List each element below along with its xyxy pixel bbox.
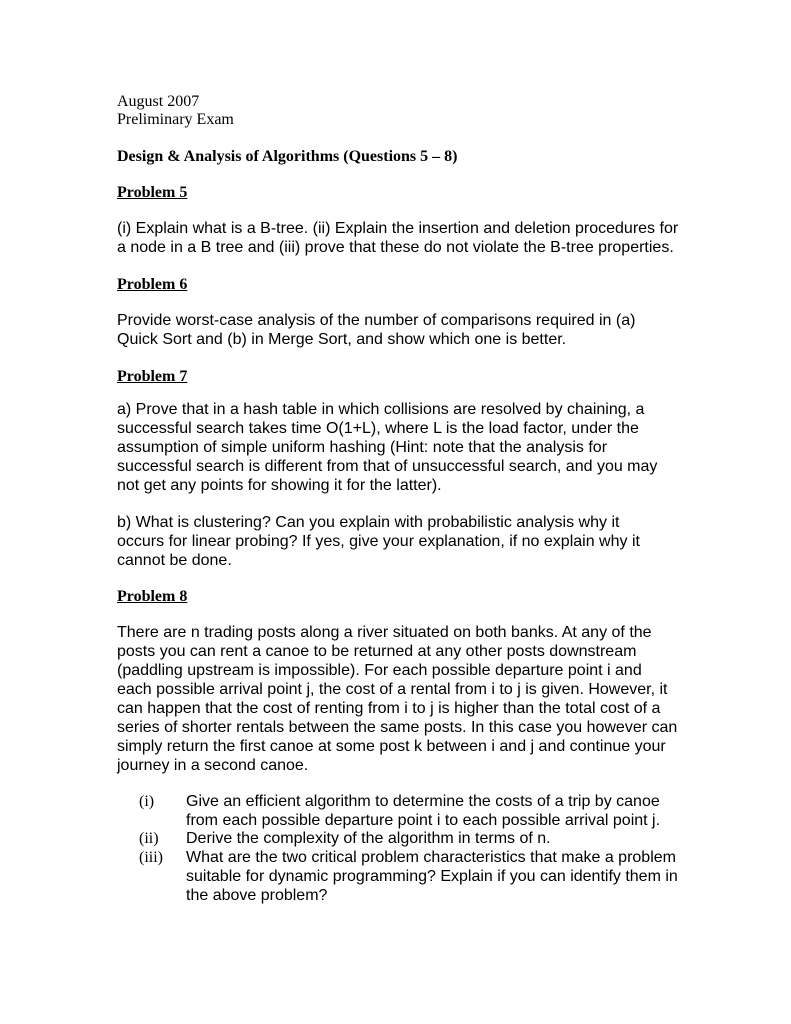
item-text: Give an efficient algorithm to determine the costs of a trip by canoe from each possible departure point i to each possible arrival point j. — [186, 793, 661, 829]
item-number: (iii) — [139, 849, 163, 866]
problem-5-heading: Problem 5 — [117, 184, 188, 201]
item-number: (ii) — [139, 830, 159, 847]
problem-5-text: (i) Explain what is a B-tree. (ii) Explain the insertion and deletion procedures for a node in a B tree and (iii) prove that these do not violate the B-tree properties. — [117, 220, 679, 256]
problem-6-heading: Problem 6 — [117, 276, 188, 293]
item-text: Derive the complexity of the algorithm in terms of n. — [186, 830, 551, 847]
problem-8-text: There are n trading posts along a river situated on both banks. At any of the posts you can rent a canoe to be returned at any other posts downstream (paddling upstream is impossible). For each possible departure point i and each possible arrival point j, the cost of a rental from i to j is given. However, it can happen that the cost of renting from i to j is higher than the total cost of a series of shorter rentals between the same posts. In this case you however can simply return the first canoe at some post k between i and j and continue your journey in a second canoe. — [117, 624, 678, 774]
exam-date: August 2007 — [117, 93, 200, 110]
item-text: What are the two critical problem characteristics that make a problem suitable for dynamic programming? Explain if you can identify them in the above problem? — [186, 849, 678, 904]
problem-6-text: Provide worst-case analysis of the number of comparisons required in (a) Quick Sort and (b) in Merge Sort, and show which one is better. — [117, 312, 636, 348]
item-number: (i) — [139, 793, 155, 810]
problem-7-part-b: b) What is clustering? Can you explain with probabilistic analysis why it occurs for linear probing? If yes, give your explanation, if no explain why it cannot be done. — [117, 514, 640, 569]
problem-7-part-a: a) Prove that in a hash table in which collisions are resolved by chaining, a successful search takes time O(1+L), where L is the load factor, under the assumption of simple uniform hashing (Hint: note that the analysis for successful search is different from that of unsuccessful search, and you may not get any points for showing it for the latter). — [117, 401, 658, 494]
section-title: Design & Analysis of Algorithms (Questions 5 – 8) — [117, 148, 458, 165]
exam-name: Preliminary Exam — [117, 111, 234, 128]
problem-7-heading: Problem 7 — [117, 368, 188, 385]
problem-8-heading: Problem 8 — [117, 588, 188, 605]
